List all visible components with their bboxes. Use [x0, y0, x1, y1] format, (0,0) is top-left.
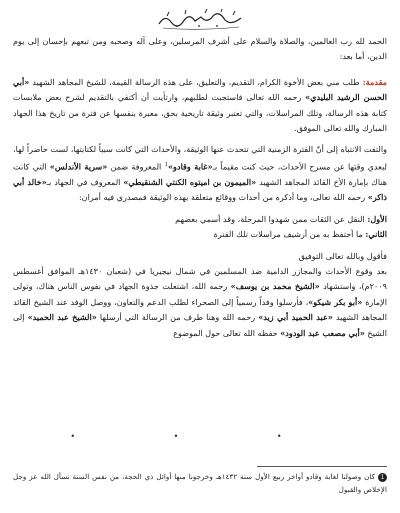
footnote-number: 1 [378, 473, 387, 482]
p3-text-c: ، فأرسلوا وفداً رسمياً إلى الصحراء لطلب الدعم والتعاون، ووصل الوفد عند الشيخ القائد المجاهد الشهيد [13, 296, 388, 323]
paragraph-1 [13, 75, 387, 137]
p2-text-d: المعروف في الجهاد بـ [46, 176, 121, 187]
bismillah-calligraphy-icon [155, 8, 245, 30]
p1-text-a: طلب مني بعض الأخوة الكرام، التقديم، والتعليق، على هذه الرسالة القيمة، للشيخ المجاهد الشهيد [32, 76, 360, 87]
p3-text-a: بعد وقوع الأحداث والمجازر الدامية ضد المسلمين في شمال نيجيريا في (شعبان ١٤٣٠هـ الموافق أغسطس ٢٠٠٩م)، واستشهاد [13, 265, 388, 292]
footnote-ref[interactable]: 1 [164, 161, 168, 168]
footnote-text: كان وصولنا لغابة وقادو أواخر ربيع الأول سنة ١٤٣٢هـ وخرجونا منها أوائل ذي الحجة، من نفس السنة نسأل الله عز وجل الإخلاص والقبول [13, 472, 387, 494]
name-muhammad-yusuf: «الشيخ محمد بن يوسف» [230, 281, 320, 292]
body-text [13, 34, 387, 341]
footnote-divider [257, 466, 387, 467]
paragraph-2 [13, 142, 387, 205]
p3-text-b: رحمه الله، اشتعلت جذوة الجهاد في نفوس الناس هناك، وتولى الإمارة [13, 281, 388, 307]
name-maymoun: «الميمون بن اميتوه الكنتي الشنقيطي» [123, 176, 257, 187]
p2-text-e: رحمه الله تعالى، وما أذكره من أحداث ووقائع متعلقة بهذه الوثيقة فمصدري فيه أمران: [78, 192, 366, 203]
list-text-first: النقل عن الثقات ممن شهدوا المرحلة، وقد أسمي بعضهم [175, 213, 365, 224]
name-abu-al-hasan: «أبي الحسن الرشيد البليدي» [13, 76, 387, 103]
name-shaykh-abdelhamid: «الشيخ عبد الحميد» [27, 312, 97, 323]
bismillah-header [0, 8, 400, 30]
paragraph-3 [13, 264, 387, 341]
list-label-first: الأول: [367, 213, 387, 224]
list-text-second: ما أحتفظ به من أرشيف مراسلات تلك الفترة [213, 229, 363, 240]
name-abubakar-shekau: «أبو بكر شيكو» [308, 296, 363, 307]
p2-text-a: والتفت الانتباه إلى أنّ الفترة الزمنية التي تتحدث عنها الوثيقة، والأحداث التي كانت سبباً لكتابتها، لست حاضراً لها، لبعدي وقتها عن مسرح الأحداث، حيث كنت مقيماً بـ [13, 144, 387, 172]
transition-line: فأقول وبالله تعالى التوفيق [298, 250, 387, 261]
intro-heading: مقدمة: [362, 76, 387, 87]
name-abu-musab-abdelwadud: «أبي مصعب عبد الودود» [280, 327, 365, 338]
name-abdelhamid-abu-zayd: «عبد الحميد أبي زيد» [258, 312, 333, 323]
p1-text-b: رحمه الله تعالى فاستجبت لطلبهم، وارتأيت أن أكتفي بالتقديم لشرح بعض ملابسات كتابة هذه الرسالة، وتلك المراسلات، والتي تعتبر وثيقة تاريخية بحق، معبرة بنفسها عن فترة من تاريخ هذا الجهاد المبارك والله تعالى الموفق. [13, 92, 387, 134]
p2-text-b: المعروفة ضمن [110, 161, 162, 172]
p2-text-c: التي كانت هناك بإمارة الأخ القائد المجاهد الشهيد [13, 161, 387, 187]
name-sariya-andalus: «سرية الأندلس» [49, 161, 108, 172]
list-item-2 [13, 227, 387, 242]
list-item-1 [13, 212, 387, 227]
p3-text-e: إلى الشيخ [13, 312, 387, 338]
p3-text-f: حفظه الله تعالى حول الموضوع [173, 327, 278, 338]
p3-text-d: رحمه الله وهنا طرف من الرسالة التي أرسلها [99, 312, 256, 323]
intro-paragraph: الحمد لله رب العالمين، والصلاة والسلام على أشرف المرسلين، وعلى آله وصحبه ومن تبعهم بإحسان إلى يوم الدين، أما بعد: [13, 36, 387, 62]
place-ghaba-waqadu: «غابة وقادو» [168, 161, 213, 172]
list-label-second: الثاني: [365, 229, 387, 240]
footnote [13, 470, 387, 496]
name-khalid-abi-dhakir: «خالد أبي ذاكر» [13, 176, 387, 203]
section-separator: • • • [70, 432, 330, 441]
